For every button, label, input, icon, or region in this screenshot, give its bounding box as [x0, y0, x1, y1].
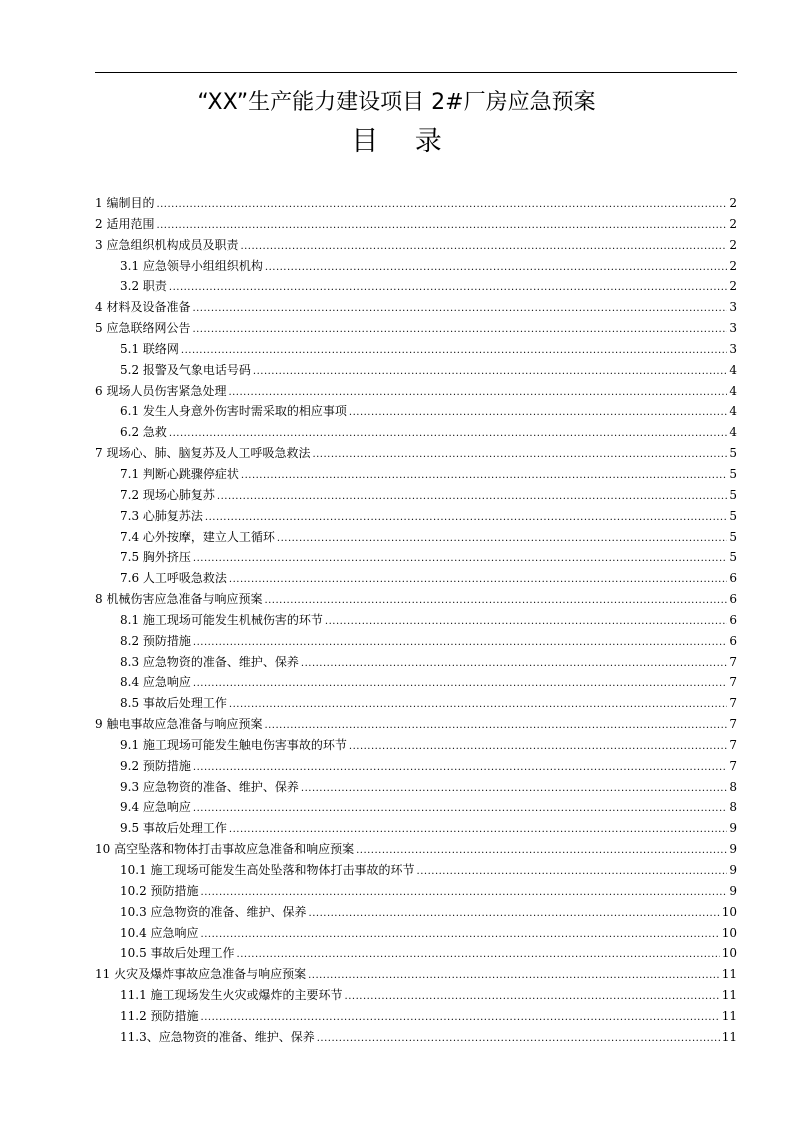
toc-entry-label: 5.2 报警及气象电话号码: [120, 362, 251, 377]
toc-entry[interactable]: [95, 547, 737, 568]
dot-leader: [228, 381, 727, 402]
toc-entry[interactable]: [95, 276, 737, 297]
toc-entry-page: 7: [729, 696, 737, 711]
toc-entry[interactable]: [95, 797, 737, 818]
dot-leader: [181, 339, 727, 360]
dot-leader: [201, 881, 728, 902]
toc-entry[interactable]: [95, 610, 737, 631]
dot-leader: [193, 631, 727, 652]
table-of-contents: [95, 193, 737, 1048]
dot-leader: [301, 777, 727, 798]
dot-leader: [169, 422, 727, 443]
toc-entry-label: 5 应急联络网公告: [95, 321, 191, 336]
toc-entry-label: 6.1 发生人身意外伤害时需采取的相应事项: [120, 404, 347, 419]
toc-entry-page: 9: [729, 863, 737, 877]
toc-entry[interactable]: [95, 506, 737, 527]
dot-leader: [205, 506, 727, 527]
toc-entry-label: 7.4 心外按摩，建立人工循环: [120, 529, 275, 544]
dot-leader: [309, 902, 720, 923]
toc-entry[interactable]: [95, 714, 737, 735]
toc-entry[interactable]: [95, 297, 737, 318]
dot-leader: [356, 839, 727, 860]
toc-entry-page: 6: [729, 592, 737, 607]
toc-entry[interactable]: [95, 568, 737, 589]
dot-leader: [229, 818, 727, 839]
toc-entry-page: 11: [721, 1029, 737, 1044]
toc-entry-label: 7.2 现场心肺复苏: [120, 487, 215, 502]
toc-entry-label: 6 现场人员伤害紧急处理: [95, 383, 227, 398]
dot-leader: [156, 214, 727, 235]
toc-entry-label: 11.1 施工现场发生火灾或爆炸的主要环节: [120, 988, 343, 1003]
toc-entry[interactable]: [95, 652, 737, 673]
dot-leader: [201, 1006, 720, 1027]
toc-entry[interactable]: [95, 318, 737, 339]
toc-entry[interactable]: [95, 193, 737, 214]
dot-leader: [349, 735, 727, 756]
toc-entry[interactable]: [95, 818, 737, 839]
toc-entry[interactable]: [95, 943, 737, 964]
toc-entry-page: 8: [729, 779, 737, 794]
toc-entry[interactable]: [95, 401, 737, 422]
toc-entry-page: 3: [729, 341, 737, 356]
toc-entry-page: 7: [729, 675, 737, 690]
toc-entry-label: 9.2 预防措施: [120, 758, 191, 773]
toc-entry[interactable]: [95, 631, 737, 652]
toc-entry-page: 3: [729, 300, 737, 315]
dot-leader: [229, 693, 727, 714]
toc-entry-page: 9: [729, 821, 737, 836]
toc-entry-page: 5: [729, 529, 737, 544]
toc-entry-label: 7 现场心、肺、脑复苏及人工呼吸急救法: [95, 446, 311, 461]
toc-entry[interactable]: [95, 964, 737, 985]
toc-entry[interactable]: [95, 464, 737, 485]
toc-entry-label: 9.4 应急响应: [120, 800, 191, 815]
dot-leader: [349, 401, 727, 422]
toc-entry-page: 8: [729, 800, 737, 815]
toc-entry[interactable]: [95, 777, 737, 798]
toc-entry[interactable]: [95, 923, 737, 944]
toc-entry-page: 2: [729, 258, 737, 273]
toc-entry-label: 1 编制目的: [95, 196, 155, 210]
dot-leader: [312, 443, 727, 464]
toc-entry[interactable]: [95, 672, 737, 693]
toc-entry-label: 8.2 预防措施: [120, 633, 191, 648]
toc-entry-page: 2: [729, 196, 737, 210]
toc-entry-page: 10: [721, 904, 737, 919]
toc-entry-page: 11: [721, 967, 737, 982]
toc-entry-label: 11.2 预防措施: [120, 1008, 199, 1023]
dot-leader: [201, 923, 720, 944]
toc-entry-label: 9.1 施工现场可能发生触电伤害事故的环节: [120, 737, 347, 752]
dot-leader: [237, 943, 720, 964]
toc-entry-page: 9: [729, 883, 737, 898]
toc-entry[interactable]: [95, 381, 737, 402]
toc-entry-page: 6: [729, 612, 737, 627]
toc-entry-label: 10.1 施工现场可能发生高处坠落和物体打击事故的环节: [120, 863, 415, 877]
dot-leader: [265, 256, 727, 277]
toc-entry-label: 2 适用范围: [95, 216, 155, 231]
toc-entry-page: 4: [729, 362, 737, 377]
dot-leader: [325, 610, 727, 631]
toc-entry-page: 6: [729, 571, 737, 586]
toc-entry[interactable]: [95, 485, 737, 506]
toc-entry-label: 11.3、应急物资的准备、维护、保养: [120, 1029, 315, 1044]
toc-entry[interactable]: [95, 693, 737, 714]
toc-entry-label: 6.2 急救: [120, 425, 167, 440]
toc-entry-page: 11: [721, 1008, 737, 1023]
toc-entry[interactable]: [95, 527, 737, 548]
dot-leader: [301, 652, 727, 673]
toc-entry-label: 10.3 应急物资的准备、维护、保养: [120, 904, 307, 919]
dot-leader: [240, 235, 727, 256]
toc-entry[interactable]: [95, 1006, 737, 1027]
toc-entry-label: 4 材料及设备准备: [95, 300, 191, 315]
dot-leader: [417, 860, 728, 881]
dot-leader: [192, 297, 727, 318]
dot-leader: [345, 985, 720, 1006]
toc-entry-label: 10.5 事故后处理工作: [120, 946, 235, 961]
toc-heading: 目 录: [351, 126, 456, 157]
toc-entry-page: 2: [729, 237, 737, 252]
dot-leader: [264, 714, 727, 735]
toc-entry-page: 5: [729, 446, 737, 461]
toc-entry-page: 7: [729, 654, 737, 669]
toc-entry-label: 3 应急组织机构成员及职责: [95, 237, 239, 252]
dot-leader: [317, 1027, 720, 1048]
toc-entry-label: 10.2 预防措施: [120, 883, 199, 898]
toc-entry-page: 5: [729, 487, 737, 502]
toc-entry-label: 8.1 施工现场可能发生机械伤害的环节: [120, 612, 323, 627]
toc-entry-page: 5: [729, 550, 737, 565]
toc-entry-label: 11 火灾及爆炸事故应急准备与响应预案: [95, 967, 307, 982]
toc-entry-label: 8 机械伤害应急准备与响应预案: [95, 592, 263, 607]
header-rule: [95, 72, 737, 73]
toc-entry-label: 9.5 事故后处理工作: [120, 821, 227, 836]
document-title: “XX”生产能力建设项目 2#厂房应急预案: [197, 90, 596, 115]
toc-entry[interactable]: [95, 235, 737, 256]
toc-entry-label: 8.5 事故后处理工作: [120, 696, 227, 711]
toc-entry-page: 7: [729, 737, 737, 752]
toc-entry-label: 10 高空坠落和物体打击事故应急准备和响应预案: [95, 842, 355, 857]
toc-entry-page: 2: [729, 216, 737, 231]
toc-entry[interactable]: [95, 214, 737, 235]
dot-leader: [308, 964, 720, 985]
dot-leader: [277, 527, 727, 548]
toc-entry-page: 7: [729, 717, 737, 732]
toc-entry-page: 6: [729, 633, 737, 648]
toc-entry[interactable]: [95, 256, 737, 277]
toc-entry-page: 4: [729, 404, 737, 419]
toc-entry-label: 10.4 应急响应: [120, 925, 199, 940]
toc-entry[interactable]: [95, 443, 737, 464]
dot-leader: [193, 672, 727, 693]
toc-entry-page: 11: [721, 988, 737, 1003]
toc-entry[interactable]: [95, 756, 737, 777]
dot-leader: [193, 547, 727, 568]
dot-leader: [229, 568, 727, 589]
toc-entry-label: 7.1 判断心跳骤停症状: [120, 466, 239, 481]
toc-entry-page: 5: [729, 508, 737, 523]
toc-entry[interactable]: [95, 860, 737, 881]
dot-leader: [241, 464, 727, 485]
toc-entry-label: 9.3 应急物资的准备、维护、保养: [120, 779, 299, 794]
dot-leader: [193, 756, 727, 777]
toc-entry[interactable]: [95, 902, 737, 923]
dot-leader: [156, 193, 727, 214]
toc-entry-page: 7: [729, 758, 737, 773]
toc-entry[interactable]: [95, 589, 737, 610]
toc-entry-page: 5: [729, 466, 737, 481]
toc-entry[interactable]: [95, 985, 737, 1006]
toc-entry-page: 10: [721, 925, 737, 940]
toc-entry-page: 3: [729, 321, 737, 336]
toc-entry-page: 2: [729, 279, 737, 294]
toc-entry[interactable]: [95, 839, 737, 860]
dot-leader: [253, 360, 727, 381]
toc-entry-label: 7.5 胸外挤压: [120, 550, 191, 565]
toc-entry-page: 4: [729, 425, 737, 440]
toc-entry[interactable]: [95, 735, 737, 756]
toc-entry-page: 4: [729, 383, 737, 398]
dot-leader: [264, 589, 727, 610]
toc-entry-label: 3.1 应急领导小组组织机构: [120, 258, 263, 273]
toc-entry-label: 5.1 联络网: [120, 341, 179, 356]
toc-entry[interactable]: [95, 881, 737, 902]
dot-leader: [192, 318, 727, 339]
toc-entry-label: 9 触电事故应急准备与响应预案: [95, 717, 263, 732]
toc-entry-label: 8.4 应急响应: [120, 675, 191, 690]
toc-entry-label: 3.2 职责: [120, 279, 167, 294]
toc-entry[interactable]: [95, 422, 737, 443]
toc-entry-page: 9: [729, 842, 737, 857]
dot-leader: [193, 797, 727, 818]
dot-leader: [217, 485, 727, 506]
toc-entry[interactable]: [95, 1027, 737, 1048]
toc-entry-label: 7.6 人工呼吸急救法: [120, 571, 227, 586]
toc-entry[interactable]: [95, 360, 737, 381]
dot-leader: [169, 276, 727, 297]
toc-entry[interactable]: [95, 339, 737, 360]
toc-entry-label: 8.3 应急物资的准备、维护、保养: [120, 654, 299, 669]
toc-entry-page: 10: [721, 946, 737, 961]
toc-entry-label: 7.3 心肺复苏法: [120, 508, 203, 523]
